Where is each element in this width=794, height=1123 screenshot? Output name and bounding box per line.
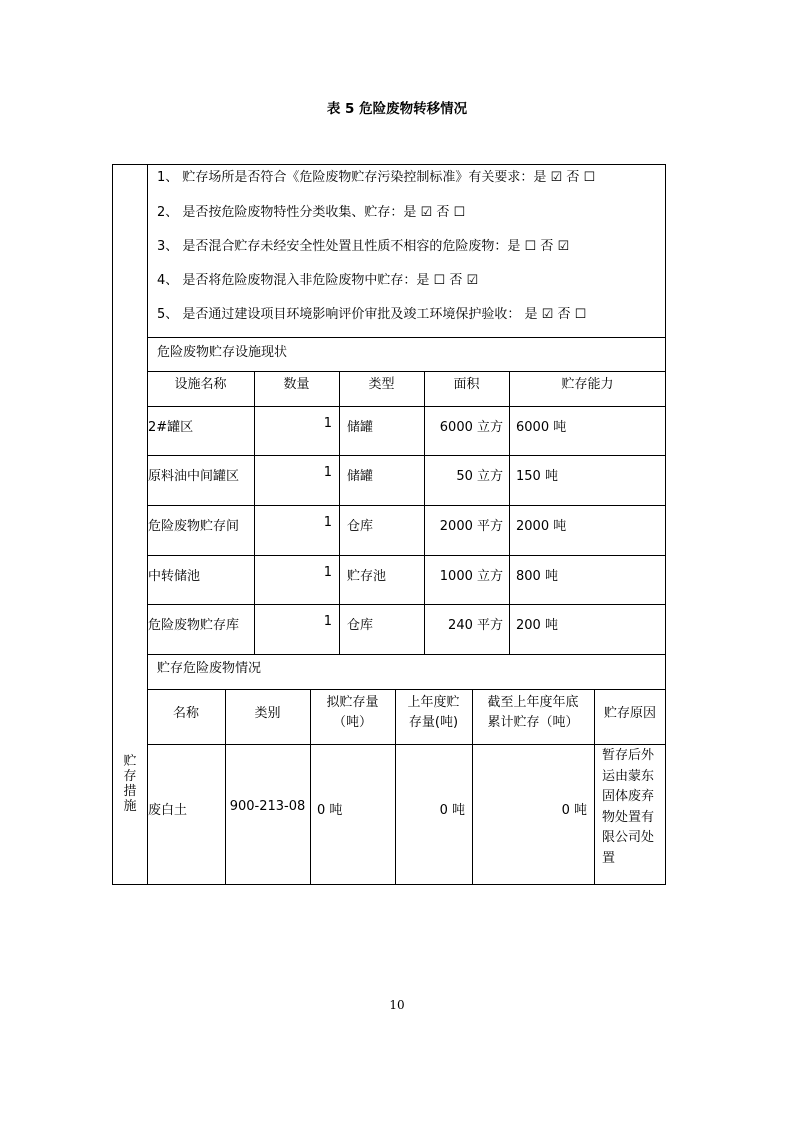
facility-name: 中转储池 xyxy=(148,569,201,584)
storage-col-reason: 贮存原因 xyxy=(603,706,656,721)
storage-reason-line: 暂存后外 xyxy=(602,748,655,763)
facility-type: 储罐 xyxy=(347,469,374,484)
facility-type: 贮存池 xyxy=(347,569,387,584)
facility-col-name: 设施名称 xyxy=(174,377,227,392)
storage-reason-line: 运由蒙东 xyxy=(602,768,655,784)
storage-col-last-year-line1: 上年度贮 xyxy=(407,695,460,710)
storage-heading: 贮存危险废物情况 xyxy=(157,661,262,676)
storage-category: 900-213-08 xyxy=(229,799,306,814)
storage-col-last-year-line2: 存量(吨) xyxy=(408,715,459,730)
facility-col-capacity: 贮存能力 xyxy=(561,377,614,392)
question-5: 5、 是否通过建设项目环境影响评价审批及竣工环境保护验收： 是 ☑ 否 ☐ xyxy=(157,307,587,322)
facility-capacity: 2000 吨 xyxy=(516,519,567,534)
facility-area: 6000 立方 xyxy=(439,420,503,435)
storage-reason-line: 物处置有 xyxy=(602,809,655,825)
facility-type: 储罐 xyxy=(347,420,374,435)
storage-col-name: 名称 xyxy=(172,706,199,721)
side-label-char: 措 xyxy=(123,784,137,799)
facility-quantity: 1 xyxy=(323,515,332,530)
storage-col-cumulative-line1: 截至上年度年底 xyxy=(487,695,579,710)
storage-reason xyxy=(602,746,654,869)
facility-capacity: 6000 吨 xyxy=(516,420,567,435)
facility-area: 2000 平方 xyxy=(439,519,503,534)
facility-quantity: 1 xyxy=(323,416,332,431)
facility-type: 仓库 xyxy=(347,618,374,633)
divider xyxy=(424,371,425,654)
divider xyxy=(147,604,666,605)
facilities-heading: 危险废物贮存设施现状 xyxy=(157,345,288,360)
page-title: 表 5 危险废物转移情况 xyxy=(326,101,468,117)
divider xyxy=(339,371,340,654)
storage-col-category: 类别 xyxy=(254,706,281,721)
side-label xyxy=(112,754,148,814)
storage-col-planned-line1: 拟贮存量 xyxy=(326,695,379,710)
divider xyxy=(147,654,666,655)
facility-capacity: 150 吨 xyxy=(516,469,558,484)
facility-name: 原料油中间罐区 xyxy=(148,469,240,484)
storage-planned: 0 吨 xyxy=(317,803,343,818)
storage-cumulative: 0 吨 xyxy=(561,803,587,818)
facility-col-type: 类型 xyxy=(368,377,395,392)
facility-type: 仓库 xyxy=(347,519,374,534)
facility-area: 50 立方 xyxy=(456,469,503,484)
side-label-char: 贮 xyxy=(123,754,137,769)
storage-last-year: 0 吨 xyxy=(439,803,465,818)
facility-name: 危险废物贮存库 xyxy=(148,618,240,633)
divider xyxy=(147,371,666,372)
side-label-char: 施 xyxy=(123,799,137,814)
facility-col-quantity: 数量 xyxy=(283,377,310,392)
storage-col-planned-line2: （吨） xyxy=(332,715,372,730)
divider xyxy=(147,455,666,456)
divider xyxy=(254,371,255,654)
storage-reason-line: 固体废弃 xyxy=(602,789,655,804)
storage-reason-line: 限公司处 xyxy=(602,830,655,845)
storage-name: 废白土 xyxy=(148,803,188,818)
question-1: 1、 贮存场所是否符合《危险废物贮存污染控制标准》有关要求：是 ☑ 否 ☐ xyxy=(157,170,596,185)
divider xyxy=(509,371,510,654)
facility-capacity: 200 吨 xyxy=(516,618,558,633)
facility-name: 2#罐区 xyxy=(148,420,194,435)
facility-area: 1000 立方 xyxy=(439,569,503,584)
question-2: 2、 是否按危险废物特性分类收集、贮存：是 ☑ 否 ☐ xyxy=(157,205,466,220)
storage-col-cumulative-line2: 累计贮存（吨） xyxy=(487,715,579,730)
facility-quantity: 1 xyxy=(323,465,332,480)
divider xyxy=(147,406,666,407)
facility-col-area: 面积 xyxy=(453,377,480,392)
question-3: 3、 是否混合贮存未经安全性处置且性质不相容的危险废物：是 ☐ 否 ☑ xyxy=(157,239,570,254)
facility-quantity: 1 xyxy=(323,565,332,580)
facility-name: 危险废物贮存间 xyxy=(148,519,240,534)
divider xyxy=(147,337,666,338)
divider xyxy=(147,505,666,506)
question-4: 4、 是否将危险废物混入非危险废物中贮存：是 ☐ 否 ☑ xyxy=(157,273,479,288)
side-label-char: 存 xyxy=(123,769,137,784)
page-number: 10 xyxy=(389,998,405,1012)
storage-reason-line: 置 xyxy=(602,850,616,866)
facility-capacity: 800 吨 xyxy=(516,569,558,584)
facility-quantity: 1 xyxy=(323,614,332,629)
divider xyxy=(147,555,666,556)
facility-area: 240 平方 xyxy=(448,618,503,633)
